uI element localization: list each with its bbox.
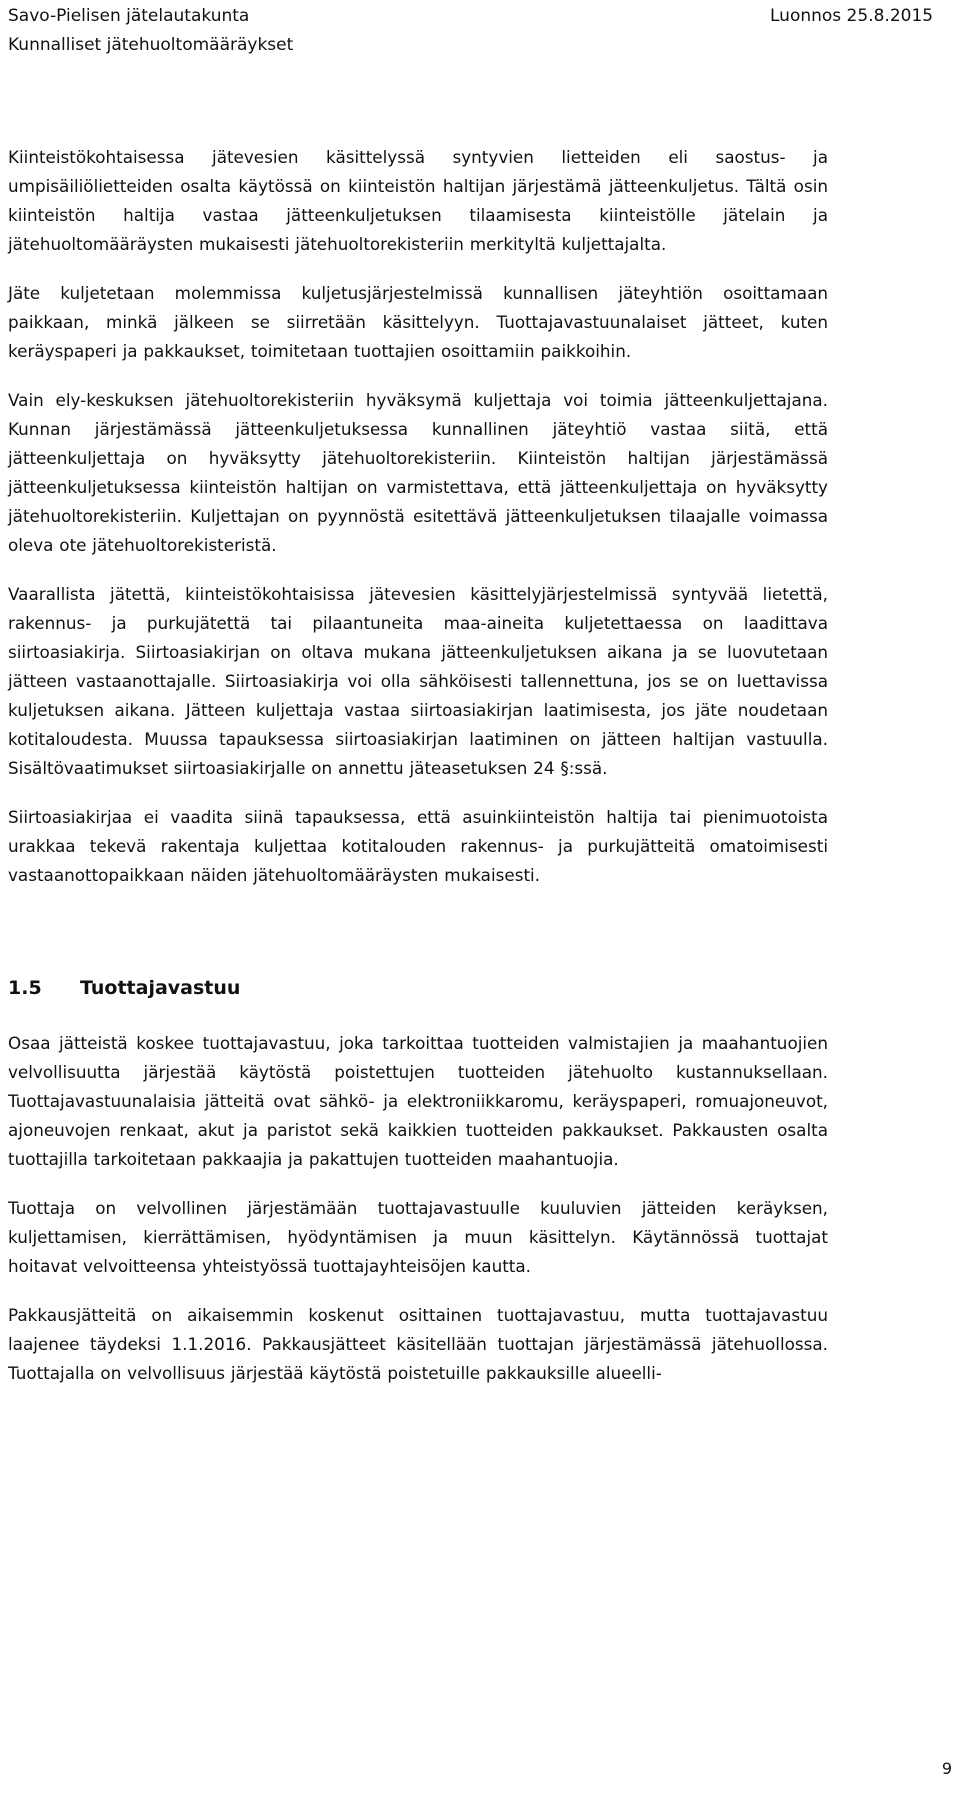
paragraph-packaging-waste: Pakkausjätteitä on aikaisemmin koskenut osittainen tuottajavastuu, mutta tuottajavastuu laajenee täydeksi 1.1.2016. Pakkausjätteet käsitellään tuottajan järjestämässä jätehuollossa. Tuottajalla on velvollisuus järjestää käytöstä poistetuille pakkauksille alueelli- bbox=[8, 1305, 828, 1383]
section-title: Tuottajavastuu bbox=[80, 977, 241, 999]
page-number: 9 bbox=[941, 1759, 952, 1778]
paragraph-producer-obligations: Tuottaja on velvollinen järjestämään tuottajavastuulle kuuluvien jätteiden keräyksen, kuljettamisen, kierrättämisen, hyödyntämisen ja muun käsittelyn. Käytännössä tuottajat hoitavat velvoitteensa yhteistyössä tuottajayhteisöjen kautta. bbox=[8, 1198, 828, 1276]
paragraph-transfer-document: Vaarallista jätettä, kiinteistökohtaisissa jätevesien käsittelyjärjestelmissä syntyvää lietettä, rakennus- ja purkujätettä tai pilaantuneita maa-aineita kuljetettaessa on laadittava siirtoasiakirja. Siirtoasiakirjan on oltava mukana jätteenkuljetuksen aikana ja se luovutetaan jätteen vastaanottajalle. Siirtoasiakirja voi olla sähköisesti tallennettuna, jos se on luettavissa kuljetuksen aikana. Jätteen kuljettaja vastaa siirtoasiakirjan laatimisesta, jos jäte noudetaan kotitaloudesta. Muussa tapauksessa siirtoasiakirjan laatiminen on jätteen haltijan vastuulla. Sisältövaatimukset siirtoasiakirjalle on annettu jäteasetuksen 24 §:ssä. bbox=[8, 584, 828, 778]
header-document-title: Kunnalliset jätehuoltomääräykset bbox=[8, 35, 294, 55]
paragraph-producer-responsibility: Osaa jätteistä koskee tuottajavastuu, joka tarkoittaa tuotteiden valmistajien ja maahantuojien velvollisuutta järjestää käytöstä poistettujen tuotteiden jätehuolto kustannuksellaan. Tuottajavastuunalaisia jätteitä ovat sähkö- ja elektroniikkaromu, keräyspaperi, romuajoneuvot, ajoneuvojen renkaat, akut ja paristot sekä kaikkien tuotteiden pakkaukset. Pakkausten osalta tuottajilla tarkoitetaan pakkaajia ja pakattujen tuotteiden maahantuojia. bbox=[8, 1033, 828, 1169]
header-draft-date: Luonnos 25.8.2015 bbox=[770, 6, 934, 26]
header-organization: Savo-Pielisen jätelautakunta bbox=[8, 6, 250, 26]
paragraph-transport-destination: Jäte kuljetetaan molemmissa kuljetusjärjestelmissä kunnallisen jäteyhtiön osoittamaan paikkaan, minkä jälkeen se siirretään käsittelyyn. Tuottajavastuunalaiset jätteet, kuten keräyspaperi ja pakkaukset, toimitetaan tuottajien osoittamiin paikkoihin. bbox=[8, 283, 828, 361]
paragraph-transfer-document-exemption: Siirtoasiakirjaa ei vaadita siinä tapauksessa, että asuinkiinteistön haltija tai pienimuotoista urakkaa tekevä rakentaja kuljettaa kotitalouden rakennus- ja purkujätteitä omatoimisesti vastaanottopaikkaan näiden jätehuoltomääräysten mukaisesti. bbox=[8, 807, 828, 885]
section-heading bbox=[8, 974, 828, 1003]
section-number: 1.5 bbox=[8, 977, 42, 999]
document-body bbox=[8, 143, 828, 1408]
paragraph-approved-carrier: Vain ely-keskuksen jätehuoltorekisteriin hyväksymä kuljettaja voi toimia jätteenkuljettajana. Kunnan järjestämässä jätteenkuljetuksessa kunnallinen jäteyhtiö vastaa siitä, että jätteenkuljettaja on hyväksytty jätehuoltorekisteriin. Kiinteistön haltijan järjestämässä jätteenkuljetuksessa kiinteistön haltijan on varmistettava, että jätteenkuljettaja on hyväksytty jätehuoltorekisteriin. Kuljettajan on pyynnöstä esitettävä jätteenkuljetuksen tilaajalle voimassa oleva ote jätehuoltorekisteristä. bbox=[8, 390, 828, 555]
paragraph-sludge-transport: Kiinteistökohtaisessa jätevesien käsittelyssä syntyvien lietteiden eli saostus- ja umpisäiliölietteiden osalta käytössä on kiinteistön haltijan järjestämä jätteenkuljetus. Tältä osin kiinteistön haltija vastaa jätteenkuljetuksen tilaamisesta kiinteistölle jätelain ja jätehuoltomääräysten mukaisesti jätehuoltorekisteriin merkityltä kuljettajalta. bbox=[8, 147, 828, 254]
page-header bbox=[8, 2, 770, 60]
